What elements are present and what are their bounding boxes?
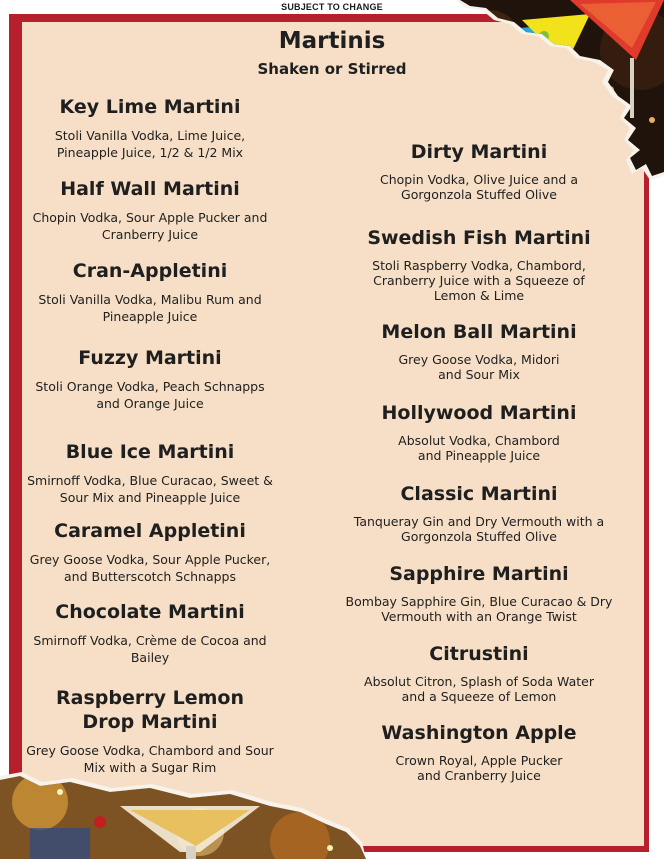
drink-name: Dirty Martini [410, 141, 548, 163]
drink-description: Bombay Sapphire Gin, Blue Curacao & Dry Vermouth with an Orange Twist [345, 594, 613, 624]
drink-name: Sapphire Martini [389, 563, 569, 585]
martini-dirty [338, 140, 620, 202]
martini-swedish-fish [338, 226, 620, 303]
martini-classic [338, 482, 620, 544]
drink-name: Melon Ball Martini [381, 321, 577, 343]
martini-half-wall [24, 177, 276, 243]
drink-description: Stoli Orange Vodka, Peach Schnapps and Orange Juice [35, 379, 265, 411]
drink-washington-apple [338, 721, 620, 783]
drink-description: Absolut Vodka, Chambord and Pineapple Juice [398, 433, 560, 463]
martini-key-lime [24, 95, 276, 161]
drink-description: Smirnoff Vodka, Blue Curacao, Sweet & Sour Mix and Pineapple Juice [27, 473, 273, 505]
drink-name: Citrustini [429, 643, 529, 665]
drink-name: Chocolate Martini [55, 601, 245, 623]
drink-name: Fuzzy Martini [78, 347, 222, 369]
martini-blue-ice [24, 440, 276, 506]
menu-subtitle: Shaken or Stirred [257, 60, 407, 78]
martini-melon-ball [338, 320, 620, 382]
drink-name: Hollywood Martini [381, 402, 577, 424]
drink-name: Cran-Appletini [72, 260, 228, 282]
martini-raspberry-lemon-drop [26, 686, 274, 776]
martini-sapphire [338, 562, 620, 624]
drink-description: Grey Goose Vodka, Sour Apple Pucker, and Butterscotch Schnapps [29, 552, 271, 584]
drink-description: Absolut Citron, Splash of Soda Water and a Squeeze of Lemon [364, 674, 594, 704]
drink-description: Grey Goose Vodka, Chambord and Sour Mix with a Sugar Rim [26, 743, 274, 775]
drink-description: Stoli Vanilla Vodka, Malibu Rum and Pineapple Juice [38, 292, 262, 324]
martini-photo-bottom-left [0, 772, 366, 859]
drink-description: Stoli Raspberry Vodka, Chambord, Cranberry Juice with a Squeeze of Lemon & Lime [372, 258, 586, 303]
drink-name: Key Lime Martini [59, 96, 241, 118]
drink-name: Washington Apple [381, 722, 577, 744]
drink-description: Crown Royal, Apple Pucker and Cranberry Juice [395, 753, 563, 783]
drink-description: Tanqueray Gin and Dry Vermouth with a Gorgonzola Stuffed Olive [353, 514, 605, 544]
drink-name: Swedish Fish Martini [367, 227, 591, 249]
drink-description: Chopin Vodka, Sour Apple Pucker and Cranberry Juice [32, 210, 268, 242]
drink-name: Half Wall Martini [60, 178, 240, 200]
drink-description: Smirnoff Vodka, Crème de Cocoa and Bailey [33, 633, 267, 665]
drink-name: Caramel Appletini [54, 520, 246, 542]
drink-name: Raspberry Lemon Drop Martini [56, 687, 244, 733]
martini-caramel-appletini [24, 519, 276, 585]
martini-cran-appletini [24, 259, 276, 325]
subject-to-change-banner: SUBJECT TO CHANGE [281, 2, 383, 12]
martini-chocolate [24, 600, 276, 666]
drink-name: Classic Martini [400, 483, 558, 505]
menu-title: Martinis [278, 28, 386, 54]
drink-description: Chopin Vodka, Olive Juice and a Gorgonzola Stuffed Olive [379, 172, 578, 202]
drink-description: Grey Goose Vodka, Midori and Sour Mix [398, 352, 560, 382]
martini-citrustini [338, 642, 620, 704]
drink-name: Blue Ice Martini [65, 441, 235, 463]
drink-description: Stoli Vanilla Vodka, Lime Juice, Pineapple Juice, 1/2 & 1/2 Mix [54, 128, 246, 160]
martini-hollywood [338, 401, 620, 463]
martini-fuzzy [24, 346, 276, 412]
